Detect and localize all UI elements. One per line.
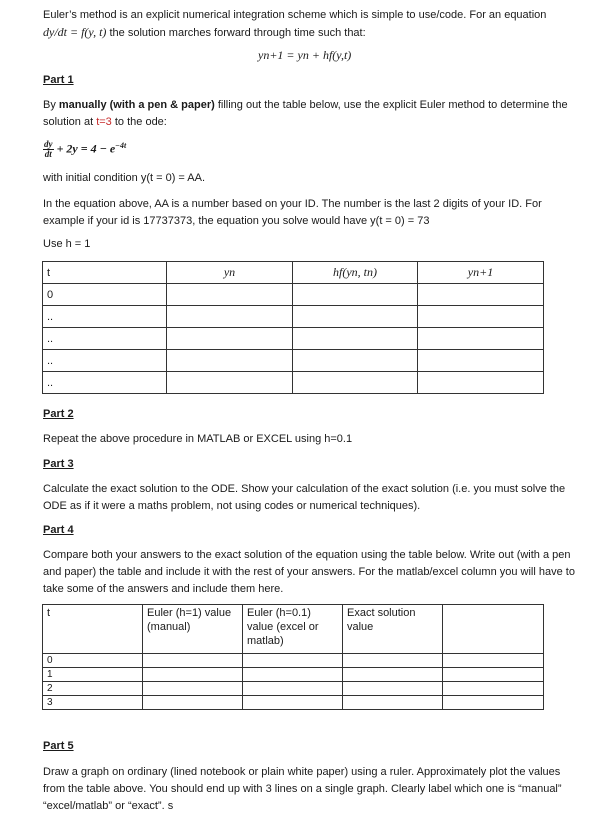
table-cell[interactable] — [343, 654, 443, 668]
table-cell[interactable] — [443, 668, 544, 682]
part1-heading: Part 1 — [43, 74, 74, 86]
table-cell[interactable] — [167, 284, 293, 306]
part1-text-b: filling out the table below, use the explicit Euler method to determine the solution at — [43, 99, 568, 128]
table-cell[interactable] — [418, 328, 544, 350]
table-cell[interactable] — [143, 668, 243, 682]
header-hf: hf(yn, tn) — [293, 262, 418, 284]
part4-text: Compare both your answers to the exact solution of the equation using the table below. Write out (with a pen and paper) the table and include it with the rest of your answers. For the matlab/excel column you will have to take some of the answers and include them here. — [43, 549, 575, 595]
ode-fraction — [43, 140, 54, 159]
table-row — [43, 696, 544, 710]
table-cell[interactable] — [243, 668, 343, 682]
table-cell[interactable]: 0 — [43, 654, 143, 668]
table-row — [43, 372, 544, 394]
header-euler-excel: Euler (h=0.1) value (excel or matlab) — [243, 605, 343, 654]
table-cell[interactable] — [293, 372, 418, 394]
comparison-table — [42, 604, 544, 710]
table-cell[interactable]: 2 — [43, 682, 143, 696]
table-cell[interactable] — [293, 328, 418, 350]
table-cell[interactable] — [243, 654, 343, 668]
header-yn: yn — [167, 262, 293, 284]
table-cell[interactable] — [343, 696, 443, 710]
part5-text: Draw a graph on ordinary (lined notebook or plain white paper) using a ruler. Approximately plot the values from the table above. You should end up with 3 lines on a single graph. Clearly label which one is “manual” “excel/matlab” or “exact”. s — [43, 766, 562, 812]
table-cell[interactable] — [143, 696, 243, 710]
table-cell[interactable] — [343, 682, 443, 696]
part1-text-a: By — [43, 99, 59, 111]
ode-equation — [43, 140, 126, 159]
table-cell[interactable] — [167, 306, 293, 328]
table-cell[interactable] — [418, 350, 544, 372]
intro-line1: Euler’s method is an explicit numerical integration scheme which is simple to use/code. For an equation — [43, 9, 547, 21]
table-row — [43, 328, 544, 350]
table-cell[interactable] — [243, 682, 343, 696]
id-explanation: In the equation above, AA is a number based on your ID. The number is the last 2 digits of your ID. For example if your id is 17737373, the equation you solve would have y(t = 0) = 73 — [43, 198, 542, 227]
table-row — [43, 350, 544, 372]
part1-text-bold: manually (with a pen & paper) — [58, 99, 215, 111]
intro-equation: dy/dt = f(y, t) — [43, 25, 107, 39]
part3-text: Calculate the exact solution to the ODE. Show your calculation of the exact solution (i.e. you must solve the ODE as if it were a maths problem, not using codes or numerical techniques). — [43, 483, 566, 512]
initial-condition: with initial condition y(t = 0) = AA. — [43, 172, 206, 184]
ode-rest: + 2y = 4 − e — [56, 141, 116, 156]
part2-heading: Part 2 — [43, 408, 74, 420]
table-cell[interactable]: 3 — [43, 696, 143, 710]
ode-fraction-numerator: dy — [44, 139, 53, 149]
table-cell[interactable]: .. — [43, 328, 167, 350]
ode-fraction-denominator: dt — [44, 149, 52, 159]
table-cell[interactable]: 0 — [43, 284, 167, 306]
table-row — [43, 682, 544, 696]
part3-heading: Part 3 — [43, 458, 74, 470]
table-cell[interactable] — [418, 372, 544, 394]
intro-line2-rest: the solution marches forward through time such that: — [106, 27, 366, 39]
table-header-row — [43, 262, 544, 284]
part5-heading: Part 5 — [43, 740, 74, 752]
header-yn1: yn+1 — [418, 262, 544, 284]
step-size: Use h = 1 — [43, 238, 91, 250]
header-euler-manual: Euler (h=1) value (manual) — [143, 605, 243, 654]
table-cell[interactable] — [343, 668, 443, 682]
table-header-row — [43, 605, 544, 654]
part1-text-c: to the ode: — [111, 116, 167, 128]
table-cell[interactable] — [293, 284, 418, 306]
table-cell[interactable] — [143, 654, 243, 668]
table-cell[interactable] — [293, 350, 418, 372]
table-cell[interactable] — [443, 682, 544, 696]
table-cell[interactable]: .. — [43, 372, 167, 394]
ode-exponent: −4t — [115, 140, 127, 150]
header-exact: Exact solution value — [343, 605, 443, 654]
table-cell[interactable] — [418, 284, 544, 306]
table-row — [43, 654, 544, 668]
header-t: t — [43, 605, 143, 654]
table-cell[interactable] — [443, 654, 544, 668]
header-t: t — [43, 262, 167, 284]
part1-text-red: t=3 — [96, 116, 112, 128]
table-cell[interactable] — [167, 328, 293, 350]
euler-formula: yn+1 = yn + hf(y,t) — [258, 48, 352, 62]
table-cell[interactable] — [143, 682, 243, 696]
part2-text: Repeat the above procedure in MATLAB or EXCEL using h=0.1 — [43, 433, 353, 445]
table-cell[interactable] — [167, 350, 293, 372]
table-row — [43, 668, 544, 682]
table-cell[interactable]: .. — [43, 306, 167, 328]
part1-instructions — [43, 97, 583, 131]
table-cell[interactable] — [293, 306, 418, 328]
table-cell[interactable]: .. — [43, 350, 167, 372]
table-cell[interactable] — [243, 696, 343, 710]
table-cell[interactable] — [443, 696, 544, 710]
table-row — [43, 306, 544, 328]
table-cell[interactable] — [418, 306, 544, 328]
euler-table — [42, 261, 544, 394]
header-blank — [443, 605, 544, 654]
part4-heading: Part 4 — [43, 524, 74, 536]
table-cell[interactable]: 1 — [43, 668, 143, 682]
table-cell[interactable] — [167, 372, 293, 394]
intro-paragraph — [43, 7, 583, 42]
table-row — [43, 284, 544, 306]
